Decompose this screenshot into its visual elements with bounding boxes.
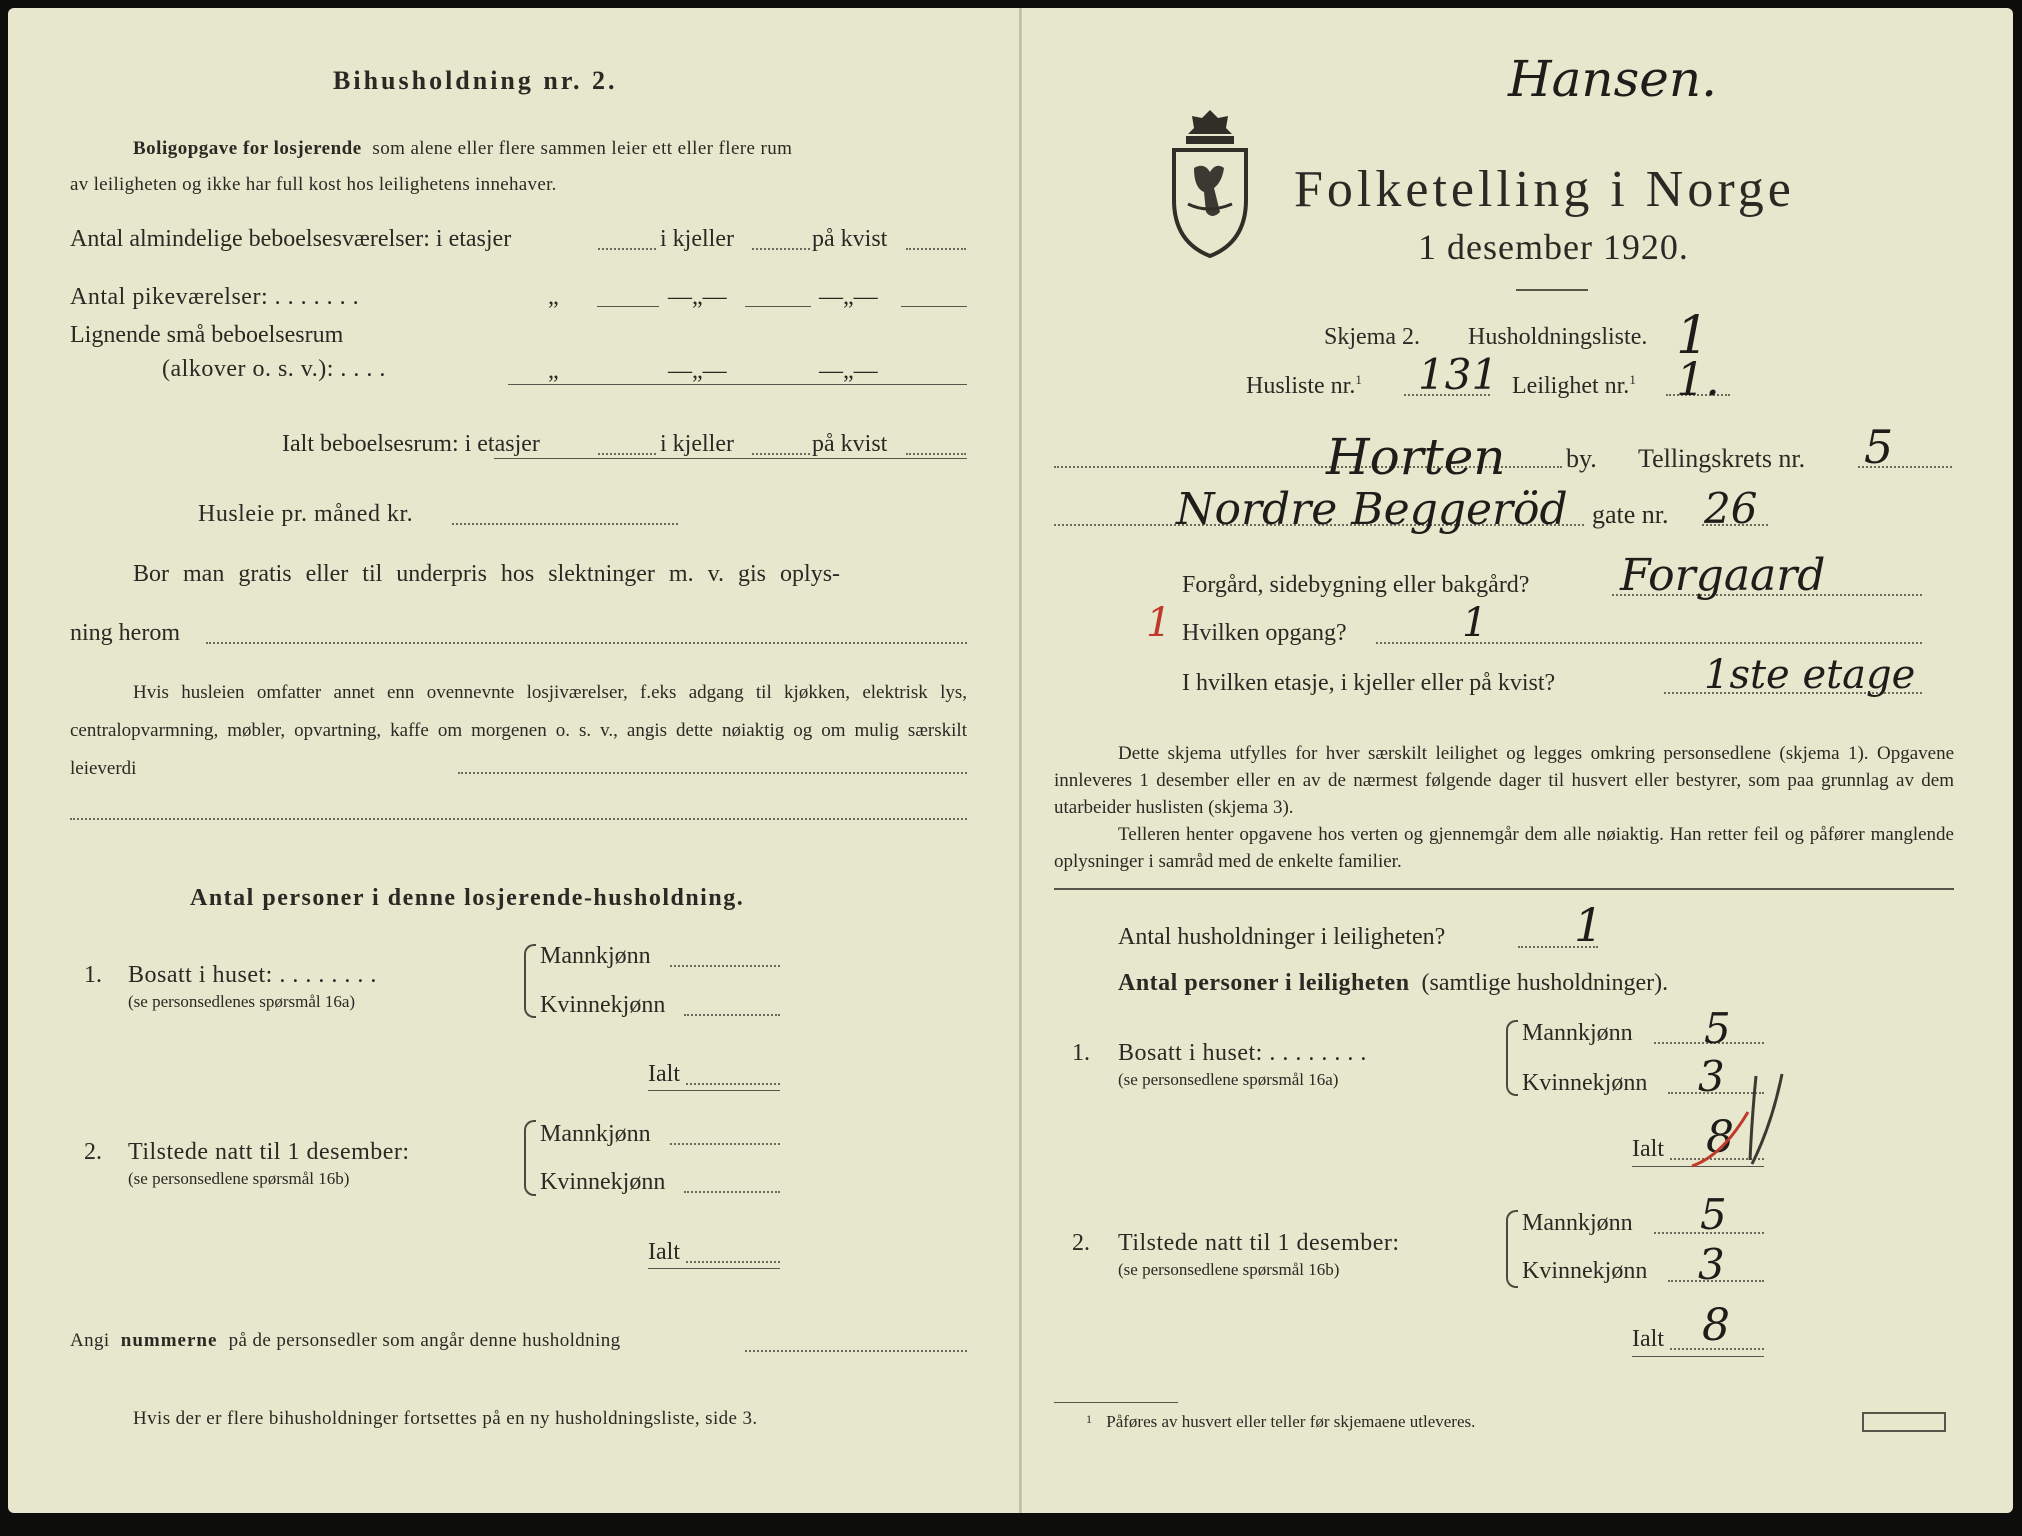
footnote-num: 1 (1086, 1412, 1092, 1426)
floor-question: I hvilken etasje, i kjeller eller på kvist? (1182, 670, 1556, 696)
right-q2-total-value: 8 (1702, 1300, 1730, 1351)
left-q1-male-field (670, 965, 780, 967)
similar-label: Lignende små beboelsesrum (70, 322, 344, 348)
left-q2-male-field (670, 1143, 780, 1145)
house-list-no: 131 (1418, 350, 1499, 399)
house-list-label (1246, 372, 1362, 400)
right-q2-ref: (se personsedlene spørsmål 16b) (1118, 1260, 1340, 1279)
right-q2-male: Mannkjønn (1522, 1210, 1633, 1236)
house-list-text: Husliste nr. (1246, 373, 1356, 399)
coat-of-arms-icon (1168, 108, 1252, 258)
instructions-rule (1054, 888, 1954, 890)
left-q2-num: 2. (84, 1139, 102, 1165)
households-question: Antal husholdninger i leiligheten? (1118, 924, 1446, 950)
footnote-text: Påføres av husvert eller teller før skjemaene utleveres. (1106, 1412, 1476, 1431)
right-q1-brace (1506, 1020, 1518, 1096)
apartment-no: 1. (1676, 352, 1720, 406)
numbers-post: på de personsedler som angår denne husholdning (228, 1330, 621, 1351)
free-field (206, 642, 967, 644)
header-handwritten: Hansen. (1508, 50, 1717, 108)
right-q2-male-value: 5 (1700, 1190, 1727, 1239)
right-q1-total: Ialt (1632, 1136, 1664, 1162)
alcove-ditto: „ (548, 358, 559, 384)
street-value: Nordre Beggeröd (1176, 484, 1568, 535)
right-q1-ref: (se personsedlene spørsmål 16a) (1118, 1070, 1339, 1089)
right-q2-total: Ialt (1632, 1326, 1664, 1352)
persons-bold: Antal personer i leiligheten (1118, 970, 1410, 996)
entrance-field (1376, 642, 1922, 644)
continue-note: Hvis der er flere bihusholdninger fortsettes på en ny husholdningsliste, side 3. (133, 1408, 758, 1429)
left-q1-brace (524, 944, 536, 1018)
numbers-pre: Angi (70, 1330, 110, 1351)
rent-note-field (458, 772, 967, 774)
gate-no: 26 (1704, 484, 1758, 533)
left-q2-total-rule (648, 1268, 780, 1269)
census-date: 1 desember 1920. (1418, 227, 1689, 267)
district-label: Tellingskrets nr. (1638, 444, 1806, 473)
house-list-sup: 1 (1355, 372, 1362, 387)
right-q2-female-value: 3 (1698, 1240, 1725, 1289)
rooms-cellar-label: i kjeller (660, 226, 734, 252)
left-persons-heading: Antal personer i denne losjerende-husholdning. (190, 885, 745, 911)
rent-field (452, 523, 678, 525)
rent-label: Husleie pr. måned kr. (198, 501, 414, 527)
rooms-attic-label: på kvist (812, 226, 888, 252)
intro-bold: Boligopgave for losjerende (133, 138, 362, 159)
right-q1-total-value: 8 (1706, 1112, 1734, 1163)
instructions-1: Dette skjema utfylles for hver særskilt leilighet og legges omkring personsedlene (skjema 1). Opgavene innleveres 1 desember eller en av de nærmest følgende dager til husvert eller bestyrer, som paa grunnlag av dem utarbeider huslisten (skjema 3). (1054, 743, 1954, 818)
schema-label: Skjema 2. (1324, 324, 1420, 350)
right-q1-num: 1. (1072, 1040, 1090, 1066)
household-list-no: 1 (1676, 306, 1710, 366)
total-underline (494, 458, 967, 459)
total-floors-field (598, 453, 656, 455)
alcove-label: (alkover o. s. v.): . . . . (162, 356, 386, 382)
households-answer: 1 (1574, 898, 1604, 952)
right-q2-female: Kvinnekjønn (1522, 1258, 1648, 1284)
maids-label: Antal pikeværelser: . . . . . . . (70, 284, 360, 310)
floor-answer: 1ste etage (1704, 652, 1916, 698)
alcove-underline (508, 384, 967, 385)
district-no: 5 (1864, 420, 1894, 474)
persons-rest: (samtlige husholdninger). (1421, 970, 1669, 996)
maids-cellar-field (745, 306, 811, 307)
right-q2-total-rule (1632, 1356, 1764, 1357)
left-q2-brace (524, 1120, 536, 1196)
footnote-line (1086, 1412, 1475, 1432)
left-q2-total: Ialt (648, 1239, 680, 1265)
total-cellar-field (752, 453, 810, 455)
intro-line-2: av leiligheten og ikke har full kost hos leilighetens innehaver. (70, 174, 557, 195)
total-cellar-label: i kjeller (660, 431, 734, 457)
persons-heading-line (1118, 970, 1668, 997)
alcove-dash-1: —„— (668, 358, 727, 384)
right-q1-female-value: 3 (1698, 1052, 1725, 1101)
right-q2-num: 2. (1072, 1230, 1090, 1256)
left-title: Bihusholdning nr. 2. (333, 66, 618, 95)
yard-question: Forgård, sidebygning eller bakgård? (1182, 572, 1530, 598)
rooms-floors-field (598, 248, 656, 250)
left-q1-num: 1. (84, 962, 102, 988)
maids-dash-1: —„— (668, 284, 727, 310)
left-q2-male: Mannkjønn (540, 1121, 651, 1147)
rooms-cellar-field (752, 248, 810, 250)
apartment-sup: 1 (1629, 372, 1636, 387)
maids-dash-2: —„— (819, 284, 878, 310)
maids-ditto: „ (548, 284, 559, 310)
left-q1-label: Bosatt i huset: . . . . . . . . (128, 962, 377, 988)
left-q1-total: Ialt (648, 1061, 680, 1087)
left-q2-ref: (se personsedlene spørsmål 16b) (128, 1169, 350, 1188)
total-attic-label: på kvist (812, 431, 888, 457)
left-q1-male: Mannkjønn (540, 943, 651, 969)
right-q1-female: Kvinnekjønn (1522, 1070, 1648, 1096)
main-title: Folketelling i Norge (1294, 161, 1795, 218)
numbers-line (70, 1330, 621, 1352)
tick-mark-icon (1686, 1066, 1796, 1176)
rooms-attic-field (906, 248, 966, 250)
numbers-bold: nummerne (120, 1330, 218, 1351)
footnote-rule (1054, 1402, 1178, 1403)
intro-rest: som alene eller flere sammen leier ett eller flere rum (372, 138, 793, 159)
left-q2-female-field (684, 1191, 780, 1193)
household-list-label: Husholdningsliste. (1468, 324, 1648, 350)
total-rooms-label: Ialt beboelsesrum: i etasjer (282, 431, 540, 457)
rent-note: Hvis husleien omfatter annet enn ovennevnte losjiværelser, f.eks adgang til kjøkken, elektrisk lys, centralopvarmning, møbler, opvartning, kaffe om morgenen o. s. v., angis dette nøiaktig og om mulig særskilt leieverdi (70, 682, 967, 779)
maids-floor-field (597, 306, 659, 307)
maids-attic-field (901, 306, 967, 307)
left-q1-female-field (684, 1014, 780, 1016)
margin-mark: 1 (1146, 600, 1172, 646)
right-q1-label: Bosatt i huset: . . . . . . . . (1118, 1040, 1367, 1066)
apartment-label (1512, 372, 1636, 400)
free-line-1: Bor man gratis eller til underpris hos slektninger m. v. gis oplys- (133, 561, 841, 587)
left-q2-label: Tilstede natt til 1 desember: (128, 1139, 410, 1165)
instructions-2: Telleren henter opgavene hos verten og gjennemgår dem alle nøiaktig. Han retter feil og påfører manglende oplysninger i samråd med de enkelte familier. (1054, 824, 1954, 872)
intro-line-1 (133, 138, 792, 160)
title-rule (1516, 289, 1588, 291)
apartment-text: Leilighet nr. (1512, 373, 1630, 399)
printer-stamp (1862, 1412, 1946, 1432)
alcove-dash-2: —„— (819, 358, 878, 384)
right-q2-brace (1506, 1210, 1518, 1288)
city-value: Horten (1326, 428, 1506, 486)
left-q1-total-field (686, 1083, 780, 1085)
left-q1-ref: (se personsedlenes spørsmål 16a) (128, 992, 356, 1011)
right-q1-male-value: 5 (1704, 1004, 1731, 1053)
right-q1-male: Mannkjønn (1522, 1020, 1633, 1046)
right-q2-label: Tilstede natt til 1 desember: (1118, 1230, 1400, 1256)
entrance-question: Hvilken opgang? (1182, 620, 1347, 646)
total-attic-field (906, 453, 966, 455)
rent-note-field-2 (70, 818, 967, 820)
page-fold (1019, 8, 1022, 1513)
entrance-answer: 1 (1462, 600, 1488, 646)
left-q2-total-field (686, 1261, 780, 1263)
by-label: by. (1566, 444, 1597, 473)
left-q2-female: Kvinnekjønn (540, 1169, 666, 1195)
left-q1-total-rule (648, 1090, 780, 1091)
left-q1-female: Kvinnekjønn (540, 992, 666, 1018)
numbers-field (745, 1350, 967, 1352)
yard-answer: Forgaard (1620, 550, 1826, 601)
rooms-label: Antal almindelige beboelsesværelser: i etasjer (70, 226, 512, 252)
free-line-2: ning herom (70, 620, 180, 646)
gate-label: gate nr. (1592, 500, 1669, 529)
